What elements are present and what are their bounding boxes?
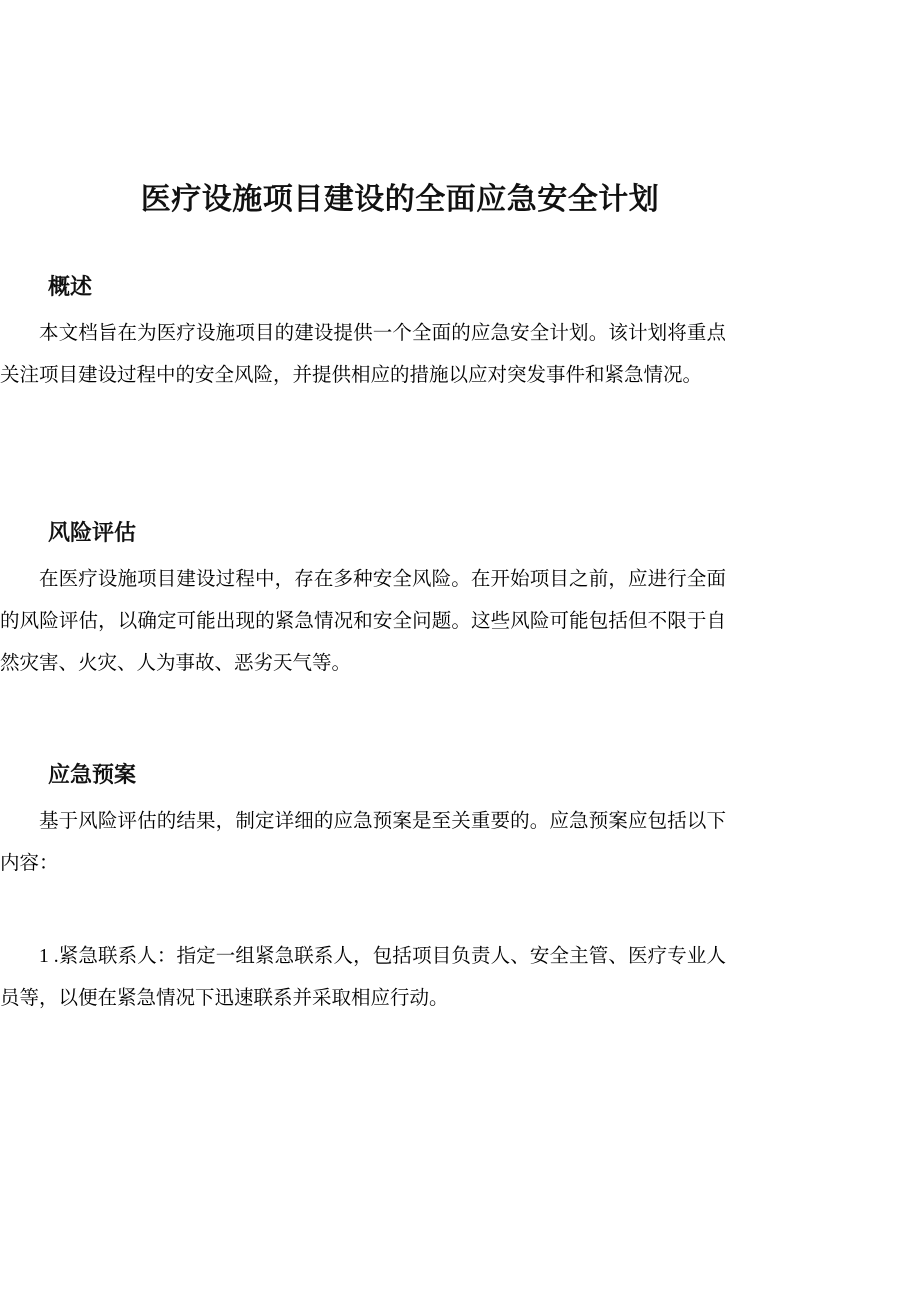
section-paragraph-emergency-plan: 基于风险评估的结果，制定详细的应急预案是至关重要的。应急预案应包括以下内容： bbox=[0, 810, 726, 874]
section-risk-assessment bbox=[0, 518, 726, 685]
section-paragraph-risk-assessment: 在医疗设施项目建设过程中，存在多种安全风险。在开始项目之前，应进行全面的风险评估，以确定可能出现的紧急情况和安全问题。这些风险可能包括但不限于自然灾害、火灾、人为事故、恶劣天气等。 bbox=[0, 568, 726, 674]
section-heading-emergency-plan: 应急预案 bbox=[48, 762, 137, 787]
section-overview bbox=[0, 272, 726, 397]
section-heading-overview: 概述 bbox=[48, 274, 93, 299]
section-heading-risk-assessment: 风险评估 bbox=[48, 520, 137, 545]
section-emergency-plan bbox=[0, 760, 726, 885]
list-item: 1 .紧急联系人：指定一组紧急联系人，包括项目负责人、安全主管、医疗专业人员等，以便在紧急情况下迅速联系并采取相应行动。 bbox=[0, 946, 726, 1009]
section-paragraph-overview: 本文档旨在为医疗设施项目的建设提供一个全面的应急安全计划。该计划将重点关注项目建设过程中的安全风险，并提供相应的措施以应对突发事件和紧急情况。 bbox=[0, 322, 726, 386]
section-emergency-plan-list bbox=[0, 936, 726, 1020]
page-title: 医疗设施项目建设的全面应急安全计划 bbox=[140, 183, 660, 216]
